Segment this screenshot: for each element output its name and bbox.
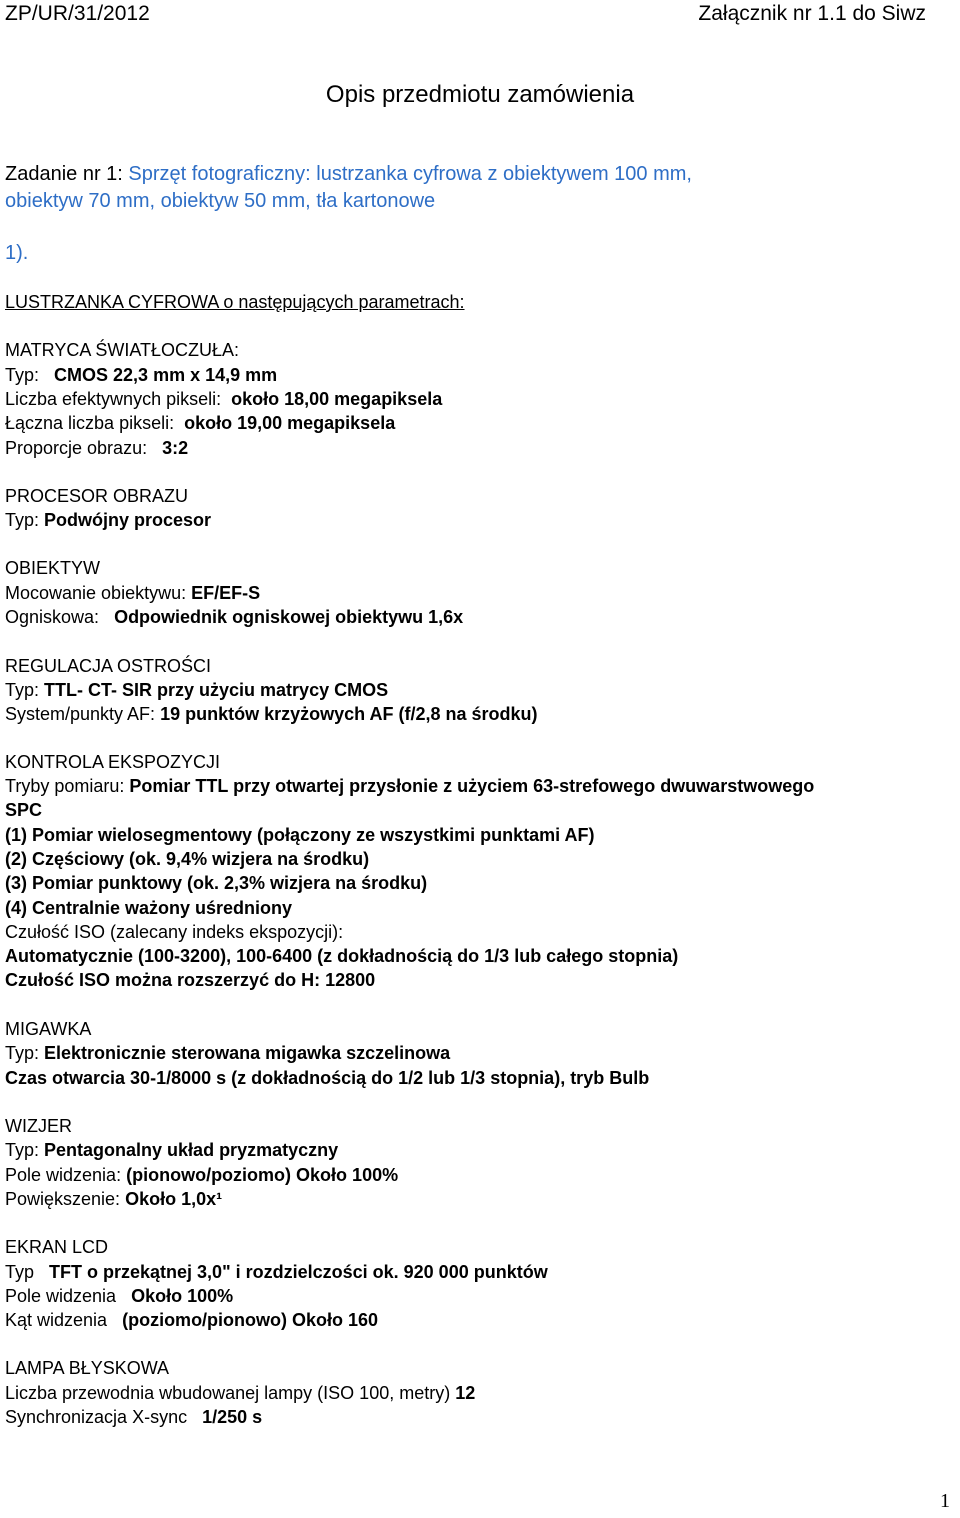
metering-mode: (4) Centralnie ważony uśredniony — [5, 898, 293, 918]
task-prefix: Zadanie nr 1: — [5, 163, 129, 185]
metering-mode: (2) Częściowy (ok. 9,4% wizjera na środku) — [5, 849, 370, 869]
spec-label: Czułość ISO (zalecany indeks ekspozycji): — [5, 922, 344, 942]
spec-row — [5, 1407, 262, 1428]
spec-value: TTL- CT- SIR przy użyciu matrycy CMOS — [44, 680, 389, 700]
spec-label: Typ: — [5, 680, 40, 700]
page-title: Opis przedmiotu zamówienia — [325, 81, 635, 108]
spec-row — [5, 583, 260, 604]
spec-row — [5, 1383, 475, 1404]
task-line-1 — [5, 163, 692, 186]
spec-value: TFT o przekątnej 3,0" i rozdzielczości ok. 920 000 punktów — [49, 1262, 548, 1282]
spec-label: Kąt widzenia — [5, 1310, 108, 1330]
page-number: 1 — [940, 1490, 950, 1512]
spec-label: Typ: — [5, 365, 40, 385]
spec-value: Elektronicznie sterowana migawka szczelinowa — [44, 1043, 451, 1063]
spec-row — [5, 1310, 378, 1331]
spec-value: Automatycznie (100-3200), 100-6400 (z dokładnością do 1/3 lub całego stopnia) — [5, 946, 679, 966]
spec-label: Mocowanie obiektywu: — [5, 583, 187, 603]
document-reference: ZP/UR/31/2012 — [5, 2, 150, 25]
spec-row — [5, 1262, 548, 1283]
section-heading-ekran: EKRAN LCD — [5, 1237, 109, 1257]
spec-row — [5, 413, 395, 434]
section-heading-obiektyw: OBIEKTYW — [5, 558, 101, 578]
spec-value: 12 — [455, 1383, 476, 1403]
spec-value: Pentagonalny układ pryzmatyczny — [44, 1140, 339, 1160]
spec-value: (poziomo/pionowo) Około 160 — [122, 1310, 379, 1330]
spec-label: System/punkty AF: — [5, 704, 156, 724]
spec-value: Pomiar TTL przy otwartej przysłonie z użyciem 63-strefowego dwuwarstwowego — [129, 776, 815, 796]
section-heading-ekspozycja: KONTROLA EKSPOZYCJI — [5, 752, 221, 772]
spec-value: EF/EF-S — [191, 583, 261, 603]
spec-label: Łączna liczba pikseli: — [5, 413, 175, 433]
spec-row — [5, 1165, 398, 1186]
spec-label: Typ: — [5, 510, 40, 530]
spec-label: Tryby pomiaru: — [5, 776, 125, 796]
task-note: 1). — [5, 242, 29, 264]
spec-value: (pionowo/poziomo) Około 100% — [126, 1165, 399, 1185]
spec-label: Proporcje obrazu: — [5, 438, 148, 458]
spec-value: Podwójny procesor — [44, 510, 212, 530]
task-line-2: obiektyw 70 mm, obiektyw 50 mm, tła kartonowe — [5, 190, 436, 212]
spec-row — [5, 607, 463, 628]
metering-mode: (3) Pomiar punktowy (ok. 2,3% wizjera na środku) — [5, 873, 428, 893]
spec-row — [5, 510, 211, 531]
spec-label: Typ — [5, 1262, 35, 1282]
section-heading-lampa: LAMPA BŁYSKOWA — [5, 1358, 170, 1378]
section-heading-matryca: MATRYCA ŚWIATŁOCZUŁA: — [5, 340, 240, 360]
intro-heading: LUSTRZANKA CYFROWA o następujących parametrach: — [5, 292, 465, 312]
spec-value: Czas otwarcia 30-1/8000 s (z dokładnością do 1/2 lub 1/3 stopnia), tryb Bulb — [5, 1068, 650, 1088]
spec-row — [5, 704, 537, 725]
section-heading-wizjer: WIZJER — [5, 1116, 72, 1136]
spec-value: około 18,00 megapiksela — [231, 389, 443, 409]
spec-row — [5, 438, 188, 459]
spec-label: Powiększenie: — [5, 1189, 121, 1209]
spec-value: CMOS 22,3 mm x 14,9 mm — [54, 365, 278, 385]
spec-value: Odpowiednik ogniskowej obiektywu 1,6x — [114, 607, 464, 627]
spec-value: 1/250 s — [202, 1407, 263, 1427]
spec-label: Liczba przewodnia wbudowanej lampy (ISO 100, metry) — [5, 1383, 451, 1403]
spec-value: Około 100% — [131, 1286, 234, 1306]
spec-value: około 19,00 megapiksela — [184, 413, 396, 433]
spec-row — [5, 365, 277, 386]
section-heading-migawka: MIGAWKA — [5, 1019, 92, 1039]
spec-label: Pole widzenia — [5, 1286, 117, 1306]
spec-row — [5, 1189, 222, 1210]
spec-value: Czułość ISO można rozszerzyć do H: 12800 — [5, 970, 376, 990]
task-description: Sprzęt fotograficzny: lustrzanka cyfrowa z obiektywem 100 mm, — [128, 163, 692, 185]
section-heading-regulacja: REGULACJA OSTROŚCI — [5, 656, 212, 676]
spec-label: Ogniskowa: — [5, 607, 100, 627]
spec-row — [5, 1286, 233, 1307]
spec-row — [5, 1140, 338, 1161]
spec-value: 19 punktów krzyżowych AF (f/2,8 na środku) — [160, 704, 538, 724]
spec-label: Pole widzenia: — [5, 1165, 122, 1185]
spec-label: Typ: — [5, 1043, 40, 1063]
spec-label: Liczba efektywnych pikseli: — [5, 389, 222, 409]
spec-label: Typ: — [5, 1140, 40, 1160]
spec-row — [5, 776, 814, 797]
spec-value: Około 1,0x¹ — [125, 1189, 223, 1209]
spec-row — [5, 1043, 450, 1064]
spec-label: Synchronizacja X-sync — [5, 1407, 188, 1427]
spec-value: 3:2 — [162, 438, 189, 458]
spec-row — [5, 680, 388, 701]
section-heading-procesor: PROCESOR OBRAZU — [5, 486, 189, 506]
metering-mode: (1) Pomiar wielosegmentowy (połączony ze wszystkimi punktami AF) — [5, 825, 595, 845]
spec-row — [5, 389, 442, 410]
spec-value: SPC — [5, 800, 43, 820]
attachment-label: Załącznik nr 1.1 do Siwz — [698, 2, 926, 25]
